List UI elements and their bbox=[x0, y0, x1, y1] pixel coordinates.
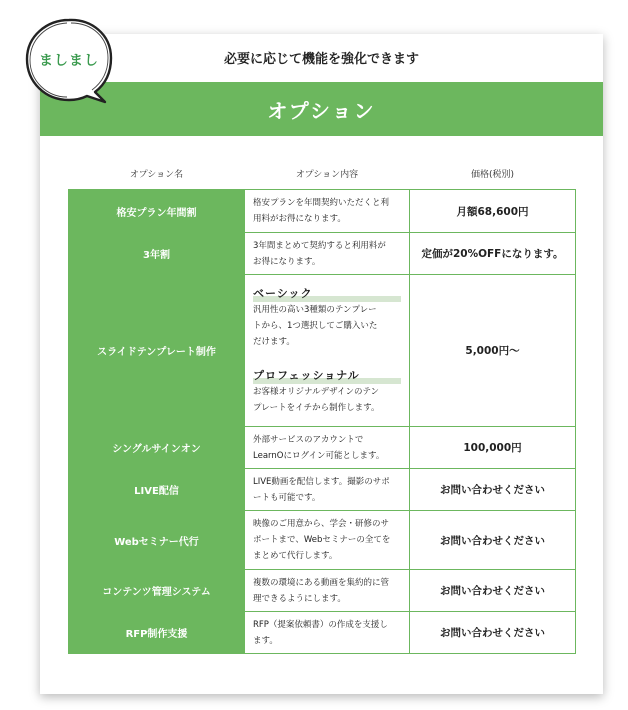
desc-line: LearnOにログイン可能とします。 bbox=[253, 450, 385, 461]
speech-bubble-badge bbox=[23, 16, 115, 108]
table-row bbox=[69, 511, 576, 570]
option-price: お問い合わせください bbox=[410, 612, 576, 654]
desc-line: 用料がお得になります。 bbox=[253, 214, 346, 224]
option-name: Webセミナー代行 bbox=[69, 511, 245, 570]
desc-line: 理できるようにします。 bbox=[253, 593, 346, 604]
desc-line: お客様オリジナルデザインのテン bbox=[253, 386, 380, 397]
desc-line: 映像のご用意から、学会・研修のサ bbox=[253, 519, 390, 529]
section-subtitle: 必要に応じて機能を強化できます bbox=[223, 52, 419, 67]
table-row bbox=[69, 275, 576, 427]
option-price: 100,000円 bbox=[410, 427, 576, 469]
desc-line: 汎用性の高い3種類のテンプレー bbox=[253, 304, 377, 315]
table-row bbox=[69, 570, 576, 612]
option-name: RFP制作支援 bbox=[69, 612, 245, 654]
option-description bbox=[245, 275, 410, 427]
desc-line: トから、1つ選択してご購入いた bbox=[253, 320, 378, 331]
desc-line: 格安プランを年間契約いただくと利 bbox=[253, 198, 390, 208]
option-description bbox=[245, 190, 410, 233]
desc-line: だけます。 bbox=[253, 336, 295, 347]
page-title: オプション bbox=[267, 98, 376, 123]
title-band bbox=[40, 82, 603, 136]
option-name: シングルサインオン bbox=[69, 427, 245, 469]
option-price: 月額68,600円 bbox=[410, 190, 576, 233]
desc-line: 3年間まとめて契約すると利用料が bbox=[253, 240, 386, 251]
option-description bbox=[245, 469, 410, 511]
column-header-name: オプション名 bbox=[129, 170, 184, 180]
option-price: 5,000円〜 bbox=[410, 275, 576, 427]
option-price: お問い合わせください bbox=[410, 570, 576, 612]
option-name: LIVE配信 bbox=[69, 469, 245, 511]
pro-heading: プロフェッショナル bbox=[253, 368, 401, 384]
table-row bbox=[69, 427, 576, 469]
desc-line: ートも可能です。 bbox=[253, 492, 321, 503]
table-row bbox=[69, 190, 576, 233]
option-description bbox=[245, 233, 410, 275]
desc-line: 複数の環境にある動画を集約的に管 bbox=[253, 577, 390, 588]
option-price: 定価が20%OFFになります。 bbox=[410, 233, 576, 275]
desc-line: LIVE動画を配信します。撮影のサポ bbox=[253, 476, 390, 487]
option-description bbox=[245, 427, 410, 469]
option-description bbox=[245, 612, 410, 654]
desc-line: ポートまで、Webセミナーの全てを bbox=[253, 535, 391, 545]
options-card bbox=[40, 34, 603, 694]
option-price: お問い合わせください bbox=[410, 511, 576, 570]
desc-line: RFP（提案依頼書）の作成を支援し bbox=[253, 619, 388, 630]
basic-heading: ベーシック bbox=[253, 286, 401, 302]
table-row bbox=[69, 233, 576, 275]
option-description bbox=[245, 511, 410, 570]
option-name: スライドテンプレート制作 bbox=[69, 275, 245, 427]
column-header-price: 価格(税別) bbox=[470, 170, 515, 180]
option-price: お問い合わせください bbox=[410, 469, 576, 511]
option-name: コンテンツ管理システム bbox=[69, 570, 245, 612]
option-name: 3年割 bbox=[69, 233, 245, 275]
column-header-content: オプション内容 bbox=[295, 170, 359, 180]
desc-line: ます。 bbox=[253, 635, 278, 646]
desc-line: まとめて代行します。 bbox=[253, 551, 338, 561]
table-header-row bbox=[69, 158, 576, 190]
table-row bbox=[69, 469, 576, 511]
desc-line: 外部サービスのアカウントで bbox=[253, 434, 364, 445]
badge-label: ましまし bbox=[39, 53, 99, 69]
table-row bbox=[69, 612, 576, 654]
option-description bbox=[245, 570, 410, 612]
option-name: 格安プラン年間割 bbox=[69, 190, 245, 233]
desc-line: お得になります。 bbox=[253, 256, 321, 267]
desc-line: プレートをイチから制作します。 bbox=[253, 402, 380, 413]
options-table bbox=[68, 158, 576, 654]
